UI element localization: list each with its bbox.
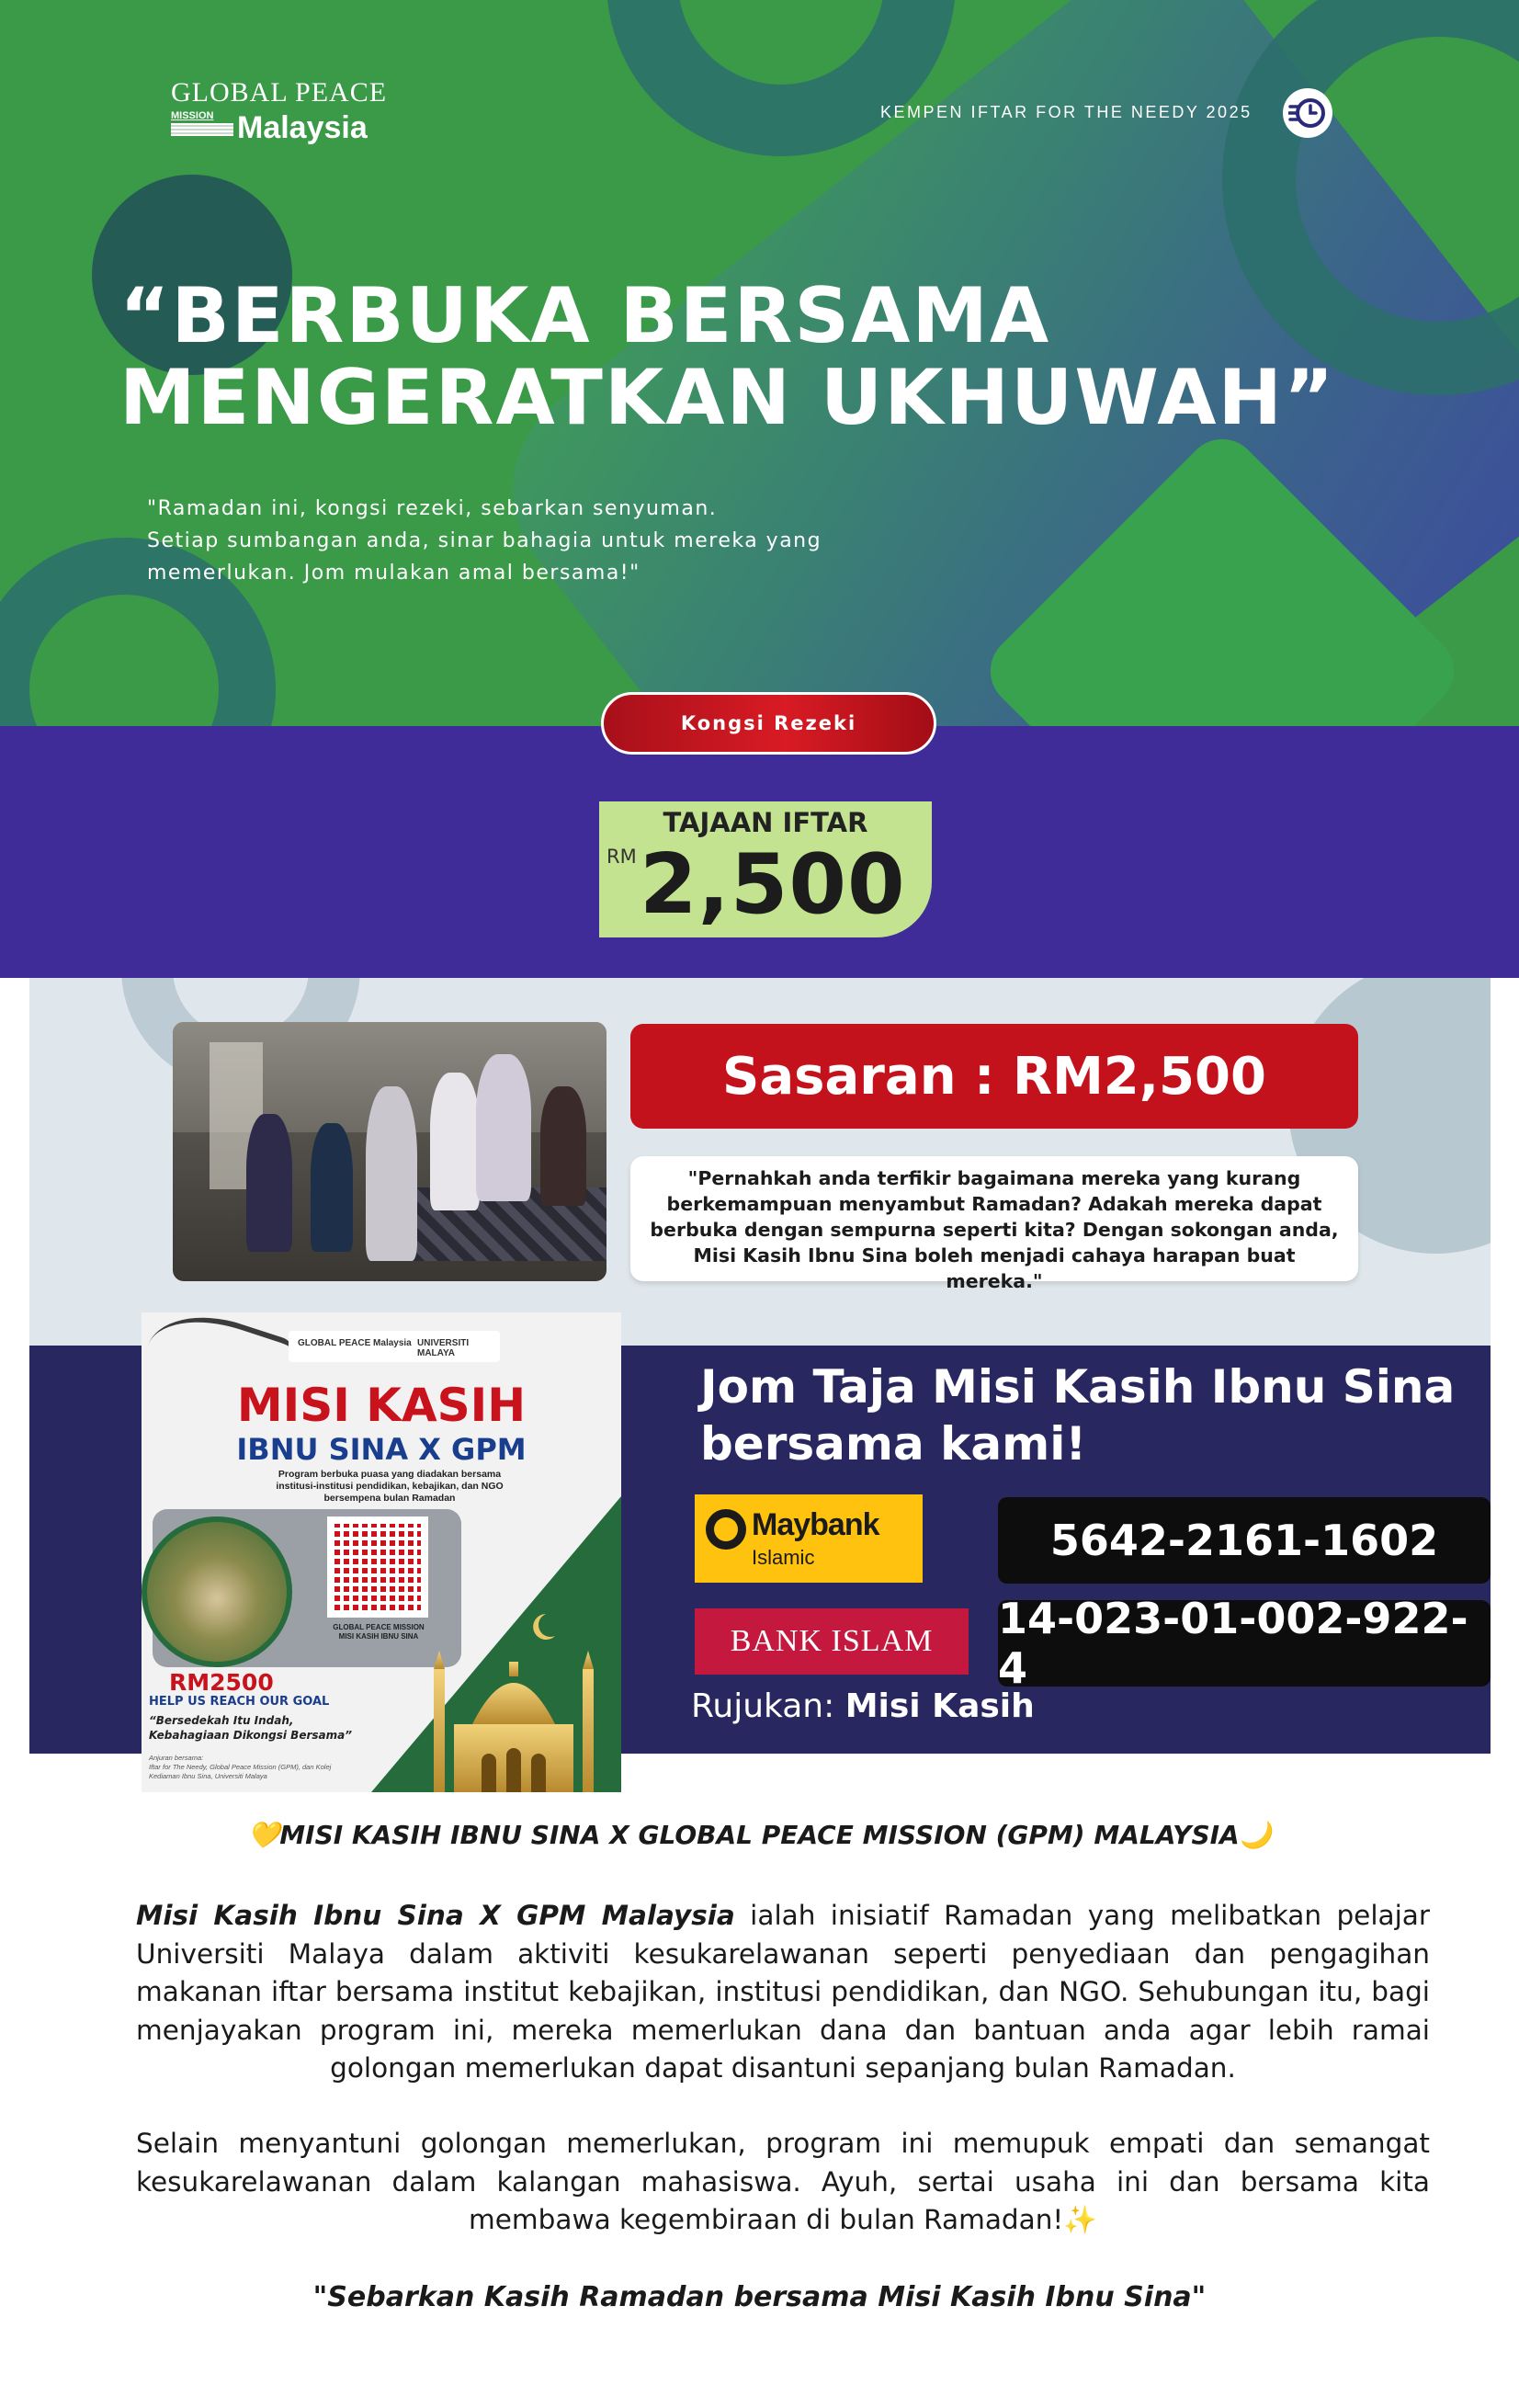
article-p1-body: ialah inisiatif Ramadan yang melibatkan pelajar Universiti Malaya dalam aktiviti kesukarelawanan seperti penyediaan dan pengagihan makanan iftar bersama institut kebajikan, institusi pendidikan, dan NGO. Sehubungan itu, bagi menjayakan program ini, mereka memerlukan dana dan bantuan anda agar lebih ramai golongan memerlukan dapat disantuni sepanjang bulan Ramadan.	[136, 1900, 1430, 2084]
article-lead: Misi Kasih Ibnu Sina X GPM Malaysia	[136, 1900, 735, 1931]
poster-subtitle-title: IBNU SINA X GPM	[236, 1432, 527, 1467]
qr-code-label: GLOBAL PEACE MISSION MISI KASIH IBNU SINA	[333, 1623, 425, 1641]
sponsorship-badge	[599, 801, 932, 937]
malaysia-flag-icon	[171, 123, 233, 136]
poster-amount: RM2500	[169, 1669, 274, 1696]
photo-person	[476, 1054, 531, 1201]
poster-group-photo	[142, 1516, 292, 1667]
poster-logo-um: UNIVERSITI MALAYA	[417, 1338, 470, 1358]
maybank-account-number[interactable]: 5642-2161-1602	[998, 1497, 1491, 1584]
article-title: 💛MISI KASIH IBNU SINA X GLOBAL PEACE MISSION (GPM) MALAYSIA🌙	[247, 1820, 1272, 1850]
payment-reference	[691, 1687, 1035, 1725]
sponsorship-currency: RM	[606, 846, 637, 868]
iftar-photo	[173, 1022, 606, 1281]
maybank-name: Maybank	[752, 1507, 879, 1542]
hero-quote: "Ramadan ini, kongsi rezeki, sebarkan senyuman. Setiap sumbangan anda, sinar bahagia untuk mereka yang memerlukan. Jom mulakan amal bersama!"	[147, 497, 822, 585]
bank-islam-account-number[interactable]: 14-023-01-002-922-4	[998, 1600, 1491, 1687]
target-quote: "Pernahkah anda terfikir bagaimana mereka yang kurang berkemampuan menyambut Ramadan? Adakah mereka dapat berbuka dengan sempurna seperti kita? Dengan sokongan anda, Misi Kasih Ibnu Sina boleh menjadi cahaya harapan buat mereka."	[630, 1156, 1358, 1281]
poster-title: MISI KASIH	[236, 1379, 527, 1432]
photo-person	[311, 1123, 353, 1252]
logo-text-malaysia: Malaysia	[237, 110, 368, 145]
poster-quote: “Bersedekah Itu Indah, Kebahagiaan Dikongsi Bersama”	[149, 1714, 352, 1742]
poster-footer: Anjuran bersama: Iftar for The Needy, Global Peace Mission (GPM), dan Kolej Kediaman Ibnu Sina, Universiti Malaya	[149, 1754, 332, 1780]
reference-label: Rujukan:	[691, 1687, 835, 1725]
gpm-logo	[171, 77, 391, 151]
maybank-sub: Islamic	[752, 1546, 815, 1569]
mosque-icon	[417, 1605, 610, 1792]
photo-person	[430, 1073, 480, 1210]
poster-goal-text: HELP US REACH OUR GOAL	[149, 1695, 330, 1709]
maybank-islamic-logo	[695, 1494, 923, 1583]
bank-islam-logo: BANK ISLAM	[695, 1608, 969, 1675]
target-amount-heading: Sasaran : RM2,500	[630, 1024, 1358, 1129]
kongsi-rezeki-button[interactable]: Kongsi Rezeki	[601, 692, 936, 755]
maybank-tiger-icon	[706, 1509, 746, 1550]
donation-heading: Jom Taja Misi Kasih Ibnu Sina bersama kami!	[700, 1360, 1456, 1471]
photo-person	[540, 1086, 586, 1206]
article-paragraph-2: Selain menyantuni golongan memerlukan, program ini memupuk empati dan semangat kesukarelawanan dalam kalangan mahasiswa. Ayuh, sertai usaha ini dan bersama kita membawa kegembiraan di bulan Ramadan!✨	[136, 2128, 1430, 2235]
article-paragraph-1	[136, 1897, 1430, 2088]
sponsorship-amount: 2,500	[640, 836, 906, 933]
qr-code-icon	[327, 1516, 428, 1618]
hero-headline: “BERBUKA BERSAMA MENGERATKAN UKHUWAH”	[119, 271, 1336, 442]
campaign-poster	[142, 1312, 621, 1792]
reference-value: Misi Kasih	[845, 1687, 1035, 1725]
logo-text-mission: MISSION	[171, 110, 214, 121]
poster-logo-gpm: GLOBAL PEACE Malaysia	[298, 1338, 412, 1348]
poster-partner-logos	[289, 1331, 500, 1362]
photo-person	[246, 1114, 292, 1252]
article-closing: "Sebarkan Kasih Ramadan bersama Misi Kasih Ibnu Sina"	[312, 2281, 1207, 2313]
logo-text-global-peace: GLOBAL PEACE	[171, 77, 388, 108]
campaign-label: KEMPEN IFTAR FOR THE NEEDY 2025	[880, 103, 1253, 121]
clock-icon	[1283, 88, 1332, 138]
poster-description: Program berbuka puasa yang diadakan bersama institusi-institusi pendidikan, kebajikan, dan NGO bersempena bulan Ramadan	[276, 1469, 504, 1504]
photo-person	[366, 1086, 417, 1261]
sponsorship-title: TAJAAN IFTAR	[663, 807, 868, 838]
